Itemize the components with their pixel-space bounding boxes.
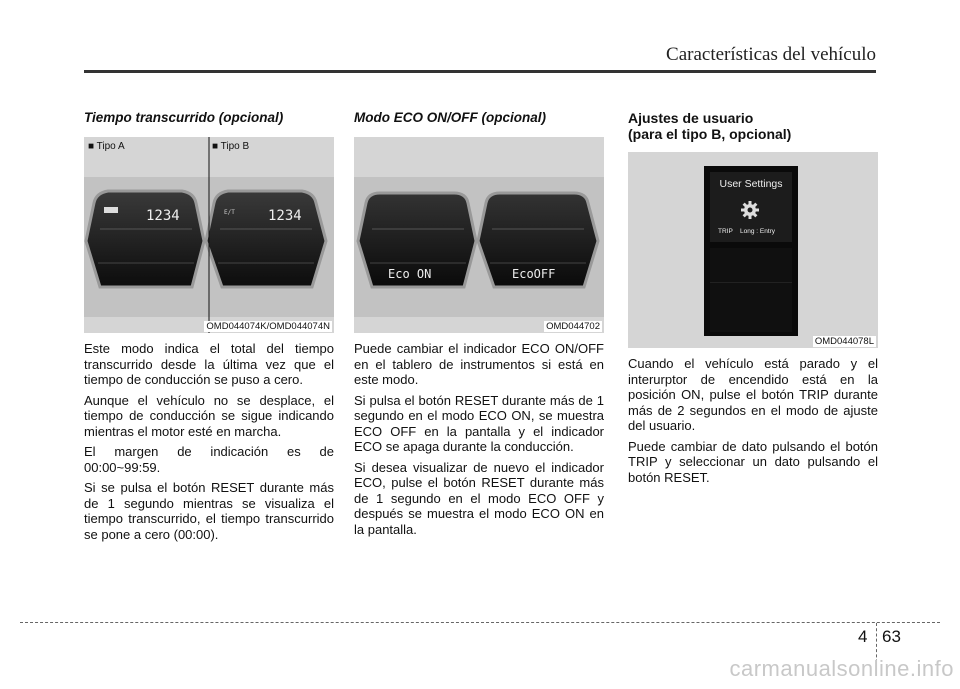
- footer-rule: [20, 622, 940, 623]
- paragraph: Puede cambiar el indicador ECO ON/OFF en el tablero de instrumentos si está en este modo.: [354, 341, 604, 387]
- watermark-text: carmanualsonline.info: [729, 656, 954, 681]
- display-prefix-b: E/T: [224, 209, 235, 216]
- paragraph: Puede cambiar de dato pulsando el botón TRIP y seleccionar un dato pulsando el botón RESET.: [628, 438, 878, 485]
- header-rule: [84, 70, 876, 73]
- section-tiempo-transcurrido: [84, 110, 334, 547]
- display-value-a: 1234: [146, 208, 180, 224]
- figure-ajustes: [628, 152, 878, 348]
- paragraph: Cuando el vehículo está parado y el interurptor de encendido está en la posición ON, pulse el botón TRIP durante más de 2 segundos en el modo de ajuste del usuario.: [628, 356, 878, 433]
- section-modo-eco: [354, 110, 604, 542]
- figure-caption: OMD044078L: [814, 336, 874, 347]
- gear-icon: [741, 201, 759, 219]
- tipo-a-label: ■ Tipo A: [88, 141, 125, 152]
- screen-trip-label: TRIP: [718, 228, 733, 235]
- figure-eco: [354, 137, 604, 333]
- screen-entry-label: Long : Entry: [740, 228, 776, 235]
- chapter-header-title: Características del vehículo: [666, 44, 876, 65]
- tipo-b-label: ■ Tipo B: [212, 141, 250, 152]
- figure-caption: OMD044702: [546, 321, 600, 332]
- page-number: 63: [882, 627, 901, 646]
- display-eco-on: Eco ON: [388, 267, 432, 281]
- figure-tiempo: [84, 137, 334, 333]
- odometer-icon: [104, 207, 118, 213]
- section-title: [628, 110, 878, 142]
- display-value-b: 1234: [268, 208, 302, 224]
- paragraph: Aunque el vehículo no se desplace, el tiempo de conducción se sigue indicando mientras el motor esté en marcha.: [84, 392, 334, 439]
- paragraph: Este modo indica el total del tiempo transcurrido desde la última vez que el tiempo de conducción se puso a cero.: [84, 341, 334, 387]
- paragraph: Si pulsa el botón RESET durante más de 1 segundo en el modo ECO ON, se muestra ECO OFF en la pantalla y el indicador ECO se apaga durante la conducción.: [354, 392, 604, 454]
- section-title-line2: (para el tipo B, opcional): [628, 126, 792, 142]
- cluster-displays-illustration: [84, 137, 334, 333]
- section-title: Modo ECO ON/OFF (opcional): [354, 110, 546, 125]
- paragraph: Si desea visualizar de nuevo el indicador ECO, pulse el botón RESET durante más de 1 segundo en el modo ECO OFF y después se muestra el modo ECO ON en la pantalla.: [354, 459, 604, 537]
- chapter-number: 4: [858, 627, 868, 646]
- paragraph: Si se pulsa el botón RESET durante más de 1 segundo mientras se visualiza el tiempo transcurrido, el tiempo transcurrido se pone a cero (00:00).: [84, 480, 334, 542]
- screen-title: User Settings: [719, 178, 783, 190]
- paragraph: El margen de indicación es de 00:00~99:59.: [84, 444, 334, 475]
- eco-displays-illustration: [354, 137, 604, 333]
- section-ajustes-usuario: [628, 110, 878, 490]
- figure-caption: OMD044074K/OMD044074N: [206, 321, 330, 332]
- section-title-line1: Ajustes de usuario: [628, 110, 754, 126]
- section-title: Tiempo transcurrido (opcional): [84, 110, 284, 125]
- display-eco-off: EcoOFF: [512, 267, 556, 281]
